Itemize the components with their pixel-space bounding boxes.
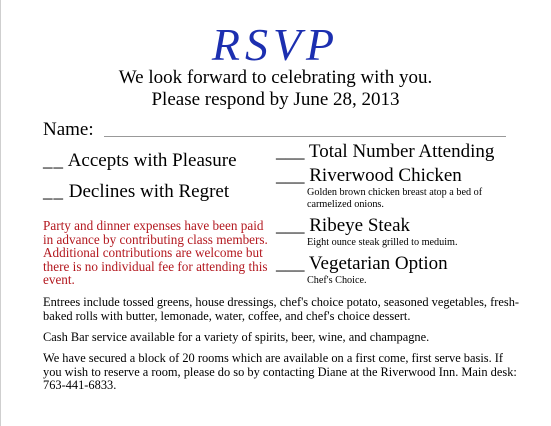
rooms-text: We have secured a block of 20 rooms which are available on a first come, first serve basis. If you wish to reserve a room, please do so by contacting Diane at the Riverwood Inn. Main desk: 763-441-6833. — [43, 351, 517, 392]
chicken-blank: ___ — [276, 165, 305, 186]
accepts-blank: __ — [43, 150, 64, 171]
declines-blank: __ — [43, 181, 64, 202]
intro — [0, 67, 551, 111]
declines-option[interactable] — [43, 181, 229, 203]
steak-title: Ribeye Steak — [309, 215, 411, 236]
intro-line-1: We look forward to celebrating with you. — [118, 67, 433, 88]
total-attending-label: Total Number Attending — [308, 141, 495, 162]
vegetarian-desc: Chef's Choice. — [307, 275, 367, 286]
chicken-option[interactable] — [276, 165, 462, 187]
accepts-label: Accepts with Pleasure — [67, 150, 237, 171]
name-label: Name: — [43, 119, 94, 140]
steak-option[interactable] — [276, 215, 410, 237]
accepts-option[interactable] — [43, 150, 237, 172]
expenses-note: Party and dinner expenses have been paid in advance by contributing class members. Additional contributions are welcome but there is no individual fee for attending this event. — [43, 218, 268, 287]
declines-label: Declines with Regret — [68, 181, 230, 202]
rsvp-heading: RSVP — [211, 19, 340, 70]
vegetarian-blank: ___ — [276, 253, 305, 274]
entrees-text: Entrees include tossed greens, house dressings, chef's choice potato, seasoned vegetables, fresh-baked rolls with butter, lemonade, water, coffee, and chef's choice dessert. — [43, 295, 520, 323]
vegetarian-option[interactable] — [276, 253, 448, 275]
total-attending-option[interactable] — [276, 141, 494, 163]
name-field-line[interactable] — [104, 136, 506, 137]
cash-bar-text: Cash Bar service available for a variety of spirits, beer, wine, and champagne. — [43, 330, 430, 344]
chicken-title: Riverwood Chicken — [309, 165, 462, 186]
intro-line-2: Please respond by June 28, 2013 — [151, 89, 400, 110]
steak-desc: Eight ounce steak grilled to meduim. — [307, 237, 458, 248]
chicken-desc: Golden brown chicken breast atop a bed of carmelized onions. — [307, 187, 483, 210]
steak-blank: ___ — [276, 215, 305, 236]
vegetarian-title: Vegetarian Option — [308, 253, 448, 274]
total-blank: ___ — [276, 141, 305, 162]
